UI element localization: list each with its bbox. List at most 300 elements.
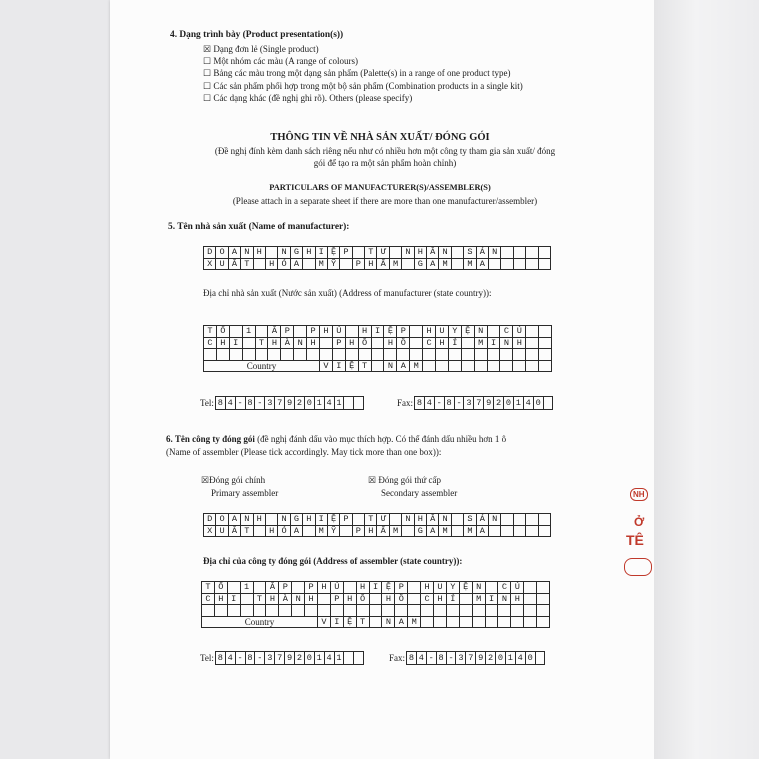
fax-digit-cell: 8 <box>445 397 455 409</box>
grid-cell <box>421 605 434 617</box>
grid-cell: I <box>227 593 240 605</box>
grid-cell <box>408 605 421 617</box>
grid-cell <box>459 605 472 617</box>
grid-cell: P <box>279 582 292 594</box>
fax-digit-cell: 7 <box>474 397 484 409</box>
tel-number-box[interactable] <box>215 396 364 410</box>
grid-cell <box>526 525 538 537</box>
grid-cell: 1 <box>242 326 255 338</box>
grid-cell <box>292 605 305 617</box>
grid-cell: H <box>356 582 369 594</box>
grid-cell: H <box>265 258 277 270</box>
fax-digit-cell: 4 <box>524 397 534 409</box>
fax-digit-cell: 8 <box>407 652 417 664</box>
grid-cell: H <box>358 326 371 338</box>
grid-cell: N <box>474 326 487 338</box>
grid-cell: A <box>427 258 439 270</box>
grid-cell <box>537 593 550 605</box>
grid-cell: A <box>476 258 488 270</box>
grid-cell <box>451 514 463 526</box>
grid-cell: A <box>427 525 439 537</box>
grid-cell: N <box>294 337 307 349</box>
grid-cell <box>487 360 500 372</box>
tel-digit-cell: 0 <box>305 652 315 664</box>
grid-cell: Ố <box>358 337 371 349</box>
grid-cell: T <box>365 514 377 526</box>
grid-cell: H <box>421 582 434 594</box>
section4-option[interactable] <box>203 56 358 67</box>
grid-cell <box>461 360 474 372</box>
grid-cell <box>524 582 537 594</box>
section4-checkbox[interactable]: ☐ <box>203 68 212 79</box>
grid-cell <box>402 525 414 537</box>
section4-checkbox[interactable]: ☐ <box>203 80 212 91</box>
grid-cell <box>255 326 268 338</box>
grid-cell: A <box>395 616 408 628</box>
grid-row <box>204 360 552 372</box>
grid-cell: S <box>464 247 476 259</box>
grid-cell <box>253 258 265 270</box>
grid-cell: Ỹ <box>327 258 339 270</box>
grid-cell: H <box>253 514 265 526</box>
grid-cell: N <box>278 514 290 526</box>
grid-cell <box>320 349 333 361</box>
fax-digit-cell: 8 <box>437 652 447 664</box>
assembler-name-grid <box>203 513 551 537</box>
grid-cell: N <box>488 514 500 526</box>
grid-cell <box>268 349 281 361</box>
section4-option[interactable] <box>203 68 510 79</box>
grid-cell <box>240 593 253 605</box>
grid-cell: V <box>320 360 333 372</box>
grid-cell: H <box>436 337 449 349</box>
grid-cell <box>488 258 500 270</box>
assembler-address-label <box>203 556 462 566</box>
grid-cell: M <box>315 525 327 537</box>
grid-cell <box>352 514 364 526</box>
grid-cell <box>451 247 463 259</box>
grid-cell: Ủ <box>513 326 526 338</box>
stamp-fragment-mid: Ở <box>634 515 645 529</box>
tel-label: Tel: <box>200 653 214 663</box>
assembler-address-label-text: Địa chỉ của công ty đóng gói (Address of assembler (state country)): <box>203 556 463 566</box>
section6-title-line <box>166 434 506 444</box>
grid-cell: N <box>241 247 253 259</box>
grid-cell: H <box>268 337 281 349</box>
grid-cell <box>539 326 552 338</box>
grid-cell: T <box>365 247 377 259</box>
grid-cell: N <box>402 247 414 259</box>
grid-row <box>202 582 550 594</box>
grid-cell <box>265 247 277 259</box>
grid-cell: I <box>371 326 384 338</box>
grid-cell <box>318 593 331 605</box>
fax-digit-cell: 0 <box>504 397 514 409</box>
grid-cell: Ồ <box>397 337 410 349</box>
grid-cell: P <box>352 525 364 537</box>
fax-digit-cell: - <box>427 652 437 664</box>
grid-cell <box>281 349 294 361</box>
grid-cell: C <box>204 337 217 349</box>
section4-checkbox[interactable]: ☐ <box>203 92 212 103</box>
grid-cell: Ấ <box>228 258 240 270</box>
grid-cell: N <box>384 360 397 372</box>
grid-cell: T <box>253 593 266 605</box>
section4-option[interactable] <box>203 44 319 55</box>
grid-cell: Ỹ <box>327 525 339 537</box>
grid-cell: G <box>290 247 302 259</box>
grid-cell <box>451 525 463 537</box>
grid-cell: Ệ <box>343 616 356 628</box>
grid-cell: H <box>305 593 318 605</box>
fax-digit-cell: 4 <box>516 652 526 664</box>
fax-number-box[interactable] <box>414 396 553 410</box>
grid-cell <box>500 349 513 361</box>
tel-digit-cell: 1 <box>335 397 345 409</box>
assembler-address-grid <box>201 581 550 628</box>
grid-row <box>204 326 552 338</box>
tel-digit-cell: 9 <box>285 652 295 664</box>
grid-cell <box>498 605 511 617</box>
grid-row <box>204 514 551 526</box>
secondary-assembler-en: Secondary assembler <box>381 488 458 498</box>
fax-digit-cell: 0 <box>534 397 544 409</box>
grid-cell <box>358 349 371 361</box>
grid-cell <box>303 258 315 270</box>
grid-cell <box>511 605 524 617</box>
grid-cell <box>451 258 463 270</box>
fax-digit-cell: 3 <box>464 397 474 409</box>
grid-cell: S <box>464 514 476 526</box>
grid-cell <box>538 247 550 259</box>
tel-digit-cell: 2 <box>295 397 305 409</box>
grid-cell: G <box>414 525 426 537</box>
grid-cell: H <box>266 593 279 605</box>
grid-cell <box>448 360 461 372</box>
grid-cell: T <box>358 360 371 372</box>
grid-cell: P <box>352 258 364 270</box>
tel-digit-cell: 3 <box>265 652 275 664</box>
secondary-assembler-option[interactable] <box>368 475 441 486</box>
fax-label: Fax: <box>397 398 414 408</box>
grid-cell <box>526 514 538 526</box>
grid-cell <box>538 525 550 537</box>
grid-cell <box>229 326 242 338</box>
grid-cell <box>487 326 500 338</box>
grid-cell <box>539 337 552 349</box>
grid-cell: N <box>488 247 500 259</box>
grid-cell: N <box>241 514 253 526</box>
grid-cell: A <box>397 360 410 372</box>
tel-digit-cell: 1 <box>315 652 325 664</box>
grid-cell <box>305 605 318 617</box>
primary-assembler-label: Đóng gói chính <box>209 475 266 485</box>
grid-cell: Ẩ <box>377 258 389 270</box>
grid-cell: A <box>476 525 488 537</box>
tel-digit-cell <box>344 652 354 664</box>
grid-cell: À <box>279 593 292 605</box>
grid-row <box>202 593 550 605</box>
grid-cell <box>487 349 500 361</box>
tel-digit-cell <box>354 397 363 409</box>
assembler-tel <box>200 651 364 665</box>
grid-cell <box>389 514 401 526</box>
fax-digit-cell: 0 <box>496 652 506 664</box>
primary-assembler-en: Primary assembler <box>211 488 279 498</box>
grid-cell: O <box>216 247 228 259</box>
grid-cell: H <box>253 247 265 259</box>
manufacturer-header-note-1: (Đề nghị đính kèm danh sách riêng nếu như có nhiều hơn một công ty tham gia sản xuất/ đóng <box>214 146 556 156</box>
grid-cell: N <box>439 247 451 259</box>
grid-cell: N <box>472 582 485 594</box>
grid-cell <box>538 514 550 526</box>
grid-cell <box>265 514 277 526</box>
tel-digit-cell: - <box>236 652 246 664</box>
grid-cell <box>488 525 500 537</box>
secondary-assembler-label: Đóng gói thứ cấp <box>378 475 441 485</box>
grid-cell: Ổ <box>214 582 227 594</box>
grid-cell <box>436 349 449 361</box>
section4-option[interactable] <box>203 93 412 104</box>
tel-digit-cell: 4 <box>325 652 335 664</box>
grid-cell <box>472 605 485 617</box>
grid-cell: Í <box>446 593 459 605</box>
grid-cell: H <box>303 247 315 259</box>
grid-cell: Y <box>448 326 461 338</box>
grid-cell: N <box>292 593 305 605</box>
grid-cell <box>332 349 345 361</box>
grid-cell <box>423 360 436 372</box>
grid-row <box>204 258 551 270</box>
grid-cell: T <box>241 258 253 270</box>
grid-cell: Ệ <box>345 360 358 372</box>
grid-cell <box>526 258 538 270</box>
tel-digit-cell <box>344 397 354 409</box>
tel-digit-cell: - <box>255 397 265 409</box>
fax-number-box[interactable] <box>406 651 545 665</box>
tel-digit-cell: 0 <box>305 397 315 409</box>
tel-number-box[interactable] <box>215 651 364 665</box>
grid-cell <box>402 258 414 270</box>
fax-digit-cell: - <box>447 652 457 664</box>
grid-cell <box>397 349 410 361</box>
secondary-assembler-checkbox[interactable]: ☒ <box>368 475 377 485</box>
grid-cell <box>537 605 550 617</box>
grid-cell <box>395 605 408 617</box>
grid-cell: C <box>498 582 511 594</box>
grid-cell <box>253 605 266 617</box>
grid-cell: X <box>204 525 216 537</box>
primary-assembler-checkbox[interactable]: ☒ <box>201 475 210 485</box>
grid-cell <box>500 360 513 372</box>
grid-cell <box>320 337 333 349</box>
section6-title-note: (đề nghị đánh dấu vào mục thích hợp. Có thể đánh dấu nhiều hơn 1 ô <box>257 434 507 444</box>
grid-cell <box>382 605 395 617</box>
manufacturer-header-note-en: (Please attach in a separate sheet if there are more than one manufacturer/assembler) <box>232 196 538 206</box>
grid-cell: Ệ <box>461 326 474 338</box>
grid-cell: Ú <box>332 326 345 338</box>
grid-row <box>202 605 550 617</box>
tel-digit-cell: 4 <box>325 397 335 409</box>
grid-cell <box>216 349 229 361</box>
grid-cell: Ổ <box>216 326 229 338</box>
stamp-fragment-top: NH <box>630 488 648 501</box>
tel-digit-cell: 7 <box>275 652 285 664</box>
grid-cell: T <box>356 616 369 628</box>
grid-cell: Ả <box>476 247 488 259</box>
section4-option-label: Bảng các màu trong một dạng sản phẩm (Palette(s) in a range of one product type) <box>213 68 511 79</box>
section4-checkbox[interactable]: ☒ <box>203 44 212 54</box>
country-label: Country <box>204 360 320 372</box>
grid-cell: Í <box>448 337 461 349</box>
grid-cell <box>513 349 526 361</box>
grid-cell <box>526 326 539 338</box>
grid-cell: Ệ <box>327 247 339 259</box>
grid-cell: H <box>414 514 426 526</box>
grid-cell: Ư <box>377 514 389 526</box>
tel-digit-cell <box>354 652 363 664</box>
grid-cell: H <box>382 593 395 605</box>
grid-cell <box>345 326 358 338</box>
grid-cell <box>214 605 227 617</box>
grid-cell <box>461 337 474 349</box>
section6-title: 6. Tên công ty đóng gói <box>166 434 255 444</box>
grid-cell <box>501 514 513 526</box>
grid-cell: N <box>439 514 451 526</box>
grid-cell: H <box>320 326 333 338</box>
grid-cell <box>242 337 255 349</box>
grid-cell <box>513 525 525 537</box>
manufacturer-address-label: Địa chỉ nhà sản xuất (Nước sản xuất) (Address of manufacturer (state country)): <box>203 288 492 298</box>
grid-cell <box>526 247 538 259</box>
grid-cell <box>345 349 358 361</box>
grid-cell: P <box>340 514 352 526</box>
manufacturer-fax <box>397 396 553 410</box>
grid-cell <box>501 258 513 270</box>
grid-cell <box>330 605 343 617</box>
grid-cell: P <box>330 593 343 605</box>
grid-cell: Ả <box>476 514 488 526</box>
grid-cell: H <box>513 337 526 349</box>
grid-cell: M <box>474 337 487 349</box>
grid-cell: H <box>307 337 320 349</box>
tel-digit-cell: 4 <box>226 652 236 664</box>
grid-cell: Ấ <box>228 525 240 537</box>
grid-cell <box>434 605 447 617</box>
fax-digit-cell: 9 <box>476 652 486 664</box>
grid-cell <box>526 360 539 372</box>
grid-cell <box>227 605 240 617</box>
tel-digit-cell: 3 <box>265 397 275 409</box>
grid-cell <box>307 349 320 361</box>
grid-cell: H <box>414 247 426 259</box>
grid-cell <box>472 616 485 628</box>
primary-assembler-option[interactable] <box>201 475 265 486</box>
grid-cell: D <box>204 247 216 259</box>
section4-option-label: Dạng đơn lẻ (Single product) <box>213 44 319 54</box>
grid-cell <box>474 360 487 372</box>
grid-cell: P <box>307 326 320 338</box>
manufacturer-header-note-2: gói để tạo ra một sản phẩm hoàn chỉnh) <box>313 158 457 168</box>
document-page <box>110 0 654 759</box>
grid-cell: Â <box>427 247 439 259</box>
grid-cell: T <box>241 525 253 537</box>
grid-cell <box>410 326 423 338</box>
grid-cell: Ệ <box>382 582 395 594</box>
tel-digit-cell: 4 <box>226 397 236 409</box>
grid-cell: Ẩ <box>377 525 389 537</box>
grid-cell: M <box>439 525 451 537</box>
tel-digit-cell: 8 <box>246 652 256 664</box>
tel-digit-cell: 8 <box>246 397 256 409</box>
tel-digit-cell: 2 <box>295 652 305 664</box>
assembler-fax <box>389 651 545 665</box>
grid-cell: T <box>202 582 215 594</box>
fax-digit-cell: 0 <box>526 652 536 664</box>
grid-cell: X <box>204 258 216 270</box>
grid-cell: I <box>485 593 498 605</box>
grid-cell <box>485 616 498 628</box>
grid-cell <box>511 616 524 628</box>
fax-digit-cell: 3 <box>456 652 466 664</box>
fax-digit-cell: 4 <box>417 652 427 664</box>
grid-cell <box>538 258 550 270</box>
tel-digit-cell: 9 <box>285 397 295 409</box>
grid-cell: Ấ <box>268 326 281 338</box>
grid-cell <box>352 247 364 259</box>
grid-cell <box>384 349 397 361</box>
grid-cell <box>253 582 266 594</box>
grid-cell <box>537 582 550 594</box>
grid-cell: M <box>472 593 485 605</box>
grid-cell <box>371 337 384 349</box>
grid-cell <box>371 360 384 372</box>
grid-cell: P <box>332 337 345 349</box>
section4-checkbox[interactable]: ☐ <box>203 56 212 67</box>
grid-cell: P <box>281 326 294 338</box>
grid-cell <box>318 605 331 617</box>
background-edge <box>654 0 759 759</box>
grid-cell <box>436 360 449 372</box>
manufacturer-address-grid <box>203 325 552 372</box>
grid-cell: M <box>389 258 401 270</box>
grid-cell <box>524 593 537 605</box>
grid-cell: M <box>408 616 421 628</box>
grid-cell: H <box>343 593 356 605</box>
grid-cell <box>343 605 356 617</box>
grid-cell <box>513 258 525 270</box>
manufacturer-header-title-en: PARTICULARS OF MANUFACTURER(S)/ASSEMBLER(S) <box>269 183 491 192</box>
grid-cell <box>526 337 539 349</box>
grid-cell <box>410 337 423 349</box>
tel-digit-cell: 1 <box>315 397 325 409</box>
grid-cell: H <box>423 326 436 338</box>
grid-cell: Ấ <box>266 582 279 594</box>
grid-cell: I <box>315 514 327 526</box>
grid-cell: N <box>278 247 290 259</box>
grid-cell: V <box>318 616 331 628</box>
grid-cell: T <box>255 337 268 349</box>
section4-option[interactable] <box>203 81 523 92</box>
fax-digit-cell: 2 <box>494 397 504 409</box>
grid-cell: A <box>228 514 240 526</box>
fax-digit-cell: 7 <box>466 652 476 664</box>
fax-digit-cell: - <box>455 397 465 409</box>
grid-cell: H <box>434 593 447 605</box>
fax-digit-cell: - <box>435 397 445 409</box>
grid-cell <box>340 258 352 270</box>
stamp-seal-icon <box>624 558 652 576</box>
